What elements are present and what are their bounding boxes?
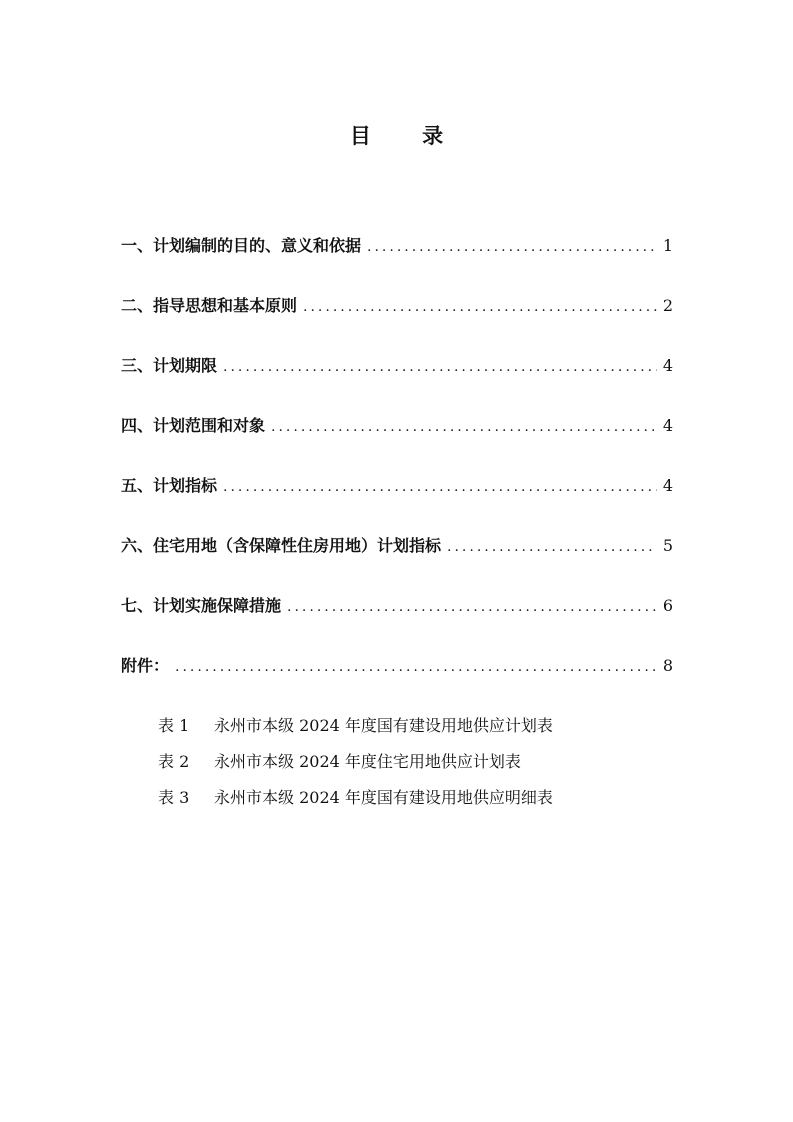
toc-entry[interactable] (121, 352, 673, 412)
toc-entry-label: 七、计划实施保障措施 (121, 596, 282, 615)
toc-leader-dots (223, 353, 657, 381)
attachment-title: 永州市本级 2024 年度国有建设用地供应计划表 (214, 716, 553, 735)
toc-page-number: 4 (662, 356, 673, 375)
toc-entry-label: 三、计划期限 (121, 356, 218, 375)
toc-entry[interactable] (121, 592, 673, 652)
toc-entry[interactable] (121, 532, 673, 592)
toc-leader-dots (303, 293, 657, 321)
toc-entry-label: 一、计划编制的目的、意义和依据 (121, 236, 362, 255)
toc-entry-label: 六、住宅用地（含保障性住房用地）计划指标 (121, 536, 442, 555)
toc-leader-dots (287, 593, 657, 621)
toc-page-number: 1 (662, 236, 673, 255)
toc-entry[interactable] (121, 412, 673, 472)
attachment-number: 表 1 (158, 716, 190, 735)
attachment-item (158, 748, 678, 784)
table-of-contents (121, 232, 673, 712)
toc-leader-dots (271, 413, 657, 441)
toc-leader-dots (447, 533, 657, 561)
toc-entry-label: 四、计划范围和对象 (121, 416, 266, 435)
toc-page-number: 8 (662, 656, 673, 675)
toc-page-number: 2 (662, 296, 673, 315)
toc-page-number: 6 (662, 596, 673, 615)
toc-entry[interactable] (121, 232, 673, 292)
toc-entry-label: 二、指导思想和基本原则 (121, 296, 298, 315)
toc-entry[interactable] (121, 652, 673, 712)
attachment-list (158, 712, 678, 820)
attachment-number: 表 2 (158, 752, 190, 771)
attachment-title: 永州市本级 2024 年度国有建设用地供应明细表 (214, 788, 553, 807)
toc-page-number: 4 (662, 476, 673, 495)
attachment-number: 表 3 (158, 788, 190, 807)
page-title: 目 录 (349, 124, 466, 148)
toc-entry-label: 五、计划指标 (121, 476, 218, 495)
toc-entry[interactable] (121, 292, 673, 352)
toc-leader-dots (175, 653, 657, 681)
attachment-title: 永州市本级 2024 年度住宅用地供应计划表 (214, 752, 521, 771)
toc-page-number: 4 (662, 416, 673, 435)
attachment-item (158, 784, 678, 820)
attachment-item (158, 712, 678, 748)
toc-entry-label: 附件： (121, 656, 170, 675)
toc-leader-dots (367, 233, 657, 261)
toc-page-number: 5 (662, 536, 673, 555)
toc-entry[interactable] (121, 472, 673, 532)
toc-leader-dots (223, 473, 657, 501)
